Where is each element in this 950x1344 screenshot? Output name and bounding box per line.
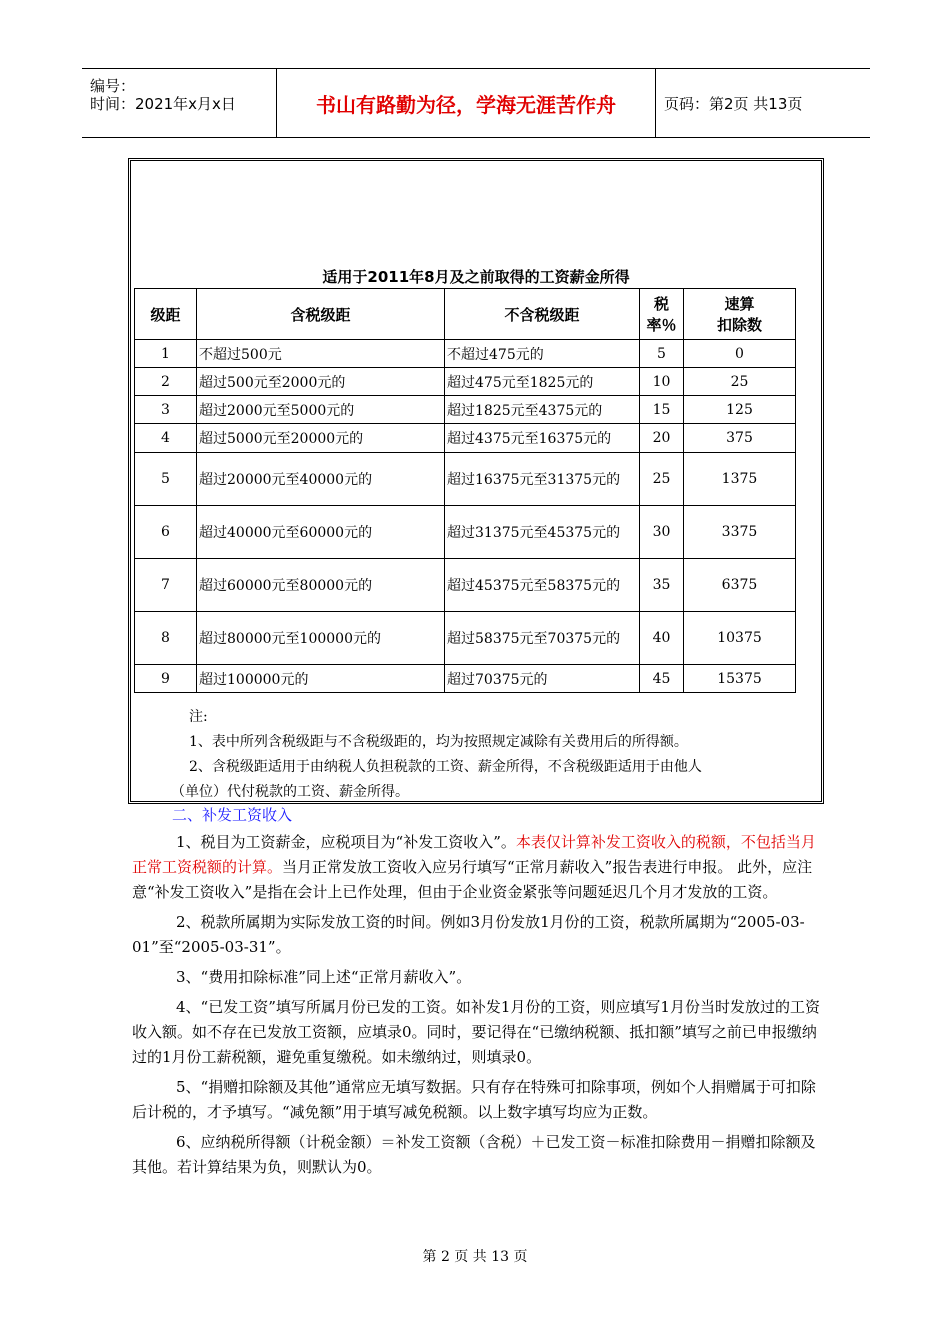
cell-rate: 15: [640, 396, 684, 424]
cell-rate: 35: [640, 559, 684, 612]
cell-rate: 30: [640, 506, 684, 559]
paragraph-1-b: 当月正常发放工资收入应另行填写“正常月薪收入”报告表进行申报。 此外，应注意“补发工资收入”是指在会计上已作处理，但由于企业资金紧张等问题延迟几个月才发放的工资。: [132, 858, 813, 901]
tax-rate-table: [134, 288, 796, 693]
cell-taxed: 超过5000元至20000元的: [197, 424, 445, 453]
paragraph-3: 3、“费用扣除标准”同上述“正常月薪收入”。: [176, 968, 472, 986]
table-row: [135, 340, 796, 368]
cell-taxed: 超过2000元至5000元的: [197, 396, 445, 424]
cell-rate: 40: [640, 612, 684, 665]
table-title: 适用于2011年8月及之前取得的工资薪金所得: [322, 268, 630, 286]
header-deduction-line2: 扣除数: [716, 316, 762, 334]
section-body: [132, 803, 822, 1185]
header-rate: 税率％: [640, 289, 684, 340]
cell-taxed: 超过40000元至60000元的: [197, 506, 445, 559]
paragraph-4: 4、“已发工资”填写所属月份已发的工资。如补发1月份的工资，则应填写1月份当时发放过的工资收入额。如不存在已发放工资额，应填录0。同时，要记得在“已缴纳税额、抵扣额”填写之前已申报缴纳过的1月份工薪税额，避免重复缴税。如未缴纳过，则填录0。: [132, 998, 820, 1066]
cell-level: 7: [135, 559, 197, 612]
tax-table-frame: [128, 158, 824, 804]
cell-level: 9: [135, 665, 197, 693]
page-footer: 第 2 页 共 13 页: [422, 1249, 528, 1265]
header-untaxed-range: 不含税级距: [445, 289, 640, 340]
cell-level: 5: [135, 453, 197, 506]
cell-deduction: 1375: [684, 453, 796, 506]
cell-untaxed: 超过16375元至31375元的: [445, 453, 640, 506]
header-taxed-range: 含税级距: [197, 289, 445, 340]
cell-taxed: 超过500元至2000元的: [197, 368, 445, 396]
cell-deduction: 10375: [684, 612, 796, 665]
cell-level: 8: [135, 612, 197, 665]
paragraph-1-a: 1、税目为工资薪金，应税项目为“补发工资收入”。: [176, 833, 516, 851]
table-row: [135, 506, 796, 559]
cell-untaxed: 超过58375元至70375元的: [445, 612, 640, 665]
cell-rate: 10: [640, 368, 684, 396]
cell-taxed: 超过20000元至40000元的: [197, 453, 445, 506]
table-row: [135, 424, 796, 453]
paragraph-1: [132, 830, 822, 905]
table-header-row: [135, 289, 796, 340]
cell-taxed: 超过60000元至80000元的: [197, 559, 445, 612]
cell-level: 4: [135, 424, 197, 453]
cell-level: 6: [135, 506, 197, 559]
header-meta: [82, 69, 277, 137]
table-row: [135, 396, 796, 424]
table-row: [135, 612, 796, 665]
header-deduction: [684, 289, 796, 340]
cell-deduction: 15375: [684, 665, 796, 693]
paragraph-2: 2、税款所属期为实际发放工资的时间。例如3月份发放1月份的工资，税款所属期为“2005-03-01”至“2005-03-31”。: [132, 913, 805, 956]
cell-untaxed: 不超过475元的: [445, 340, 640, 368]
cell-level: 3: [135, 396, 197, 424]
page-header: [82, 68, 870, 138]
cell-taxed: 超过80000元至100000元的: [197, 612, 445, 665]
cell-deduction: 25: [684, 368, 796, 396]
cell-deduction: 375: [684, 424, 796, 453]
paragraph-1-highlight: 本表仅计算补发工资收入的税额，不包括当月正常工资税额的计算。: [132, 833, 816, 876]
note-2-line2: （单位）代付税款的工资、薪金所得。: [171, 784, 409, 800]
cell-untaxed: 超过475元至1825元的: [445, 368, 640, 396]
cell-untaxed: 超过31375元至45375元的: [445, 506, 640, 559]
cell-rate: 45: [640, 665, 684, 693]
note-1: 1、表中所列含税级距与不含税级距的，均为按照规定减除有关费用后的所得额。: [189, 734, 688, 750]
note-2-line1: 2、含税级距适用于由纳税人负担税款的工资、薪金所得，不含税级距适用于由他人: [189, 759, 702, 775]
cell-deduction: 0: [684, 340, 796, 368]
cell-deduction: 6375: [684, 559, 796, 612]
header-deduction-line1: 速算: [724, 295, 755, 313]
section-heading: 二、补发工资收入: [172, 806, 293, 824]
table-notes: [131, 705, 821, 805]
header-level: 级距: [135, 289, 197, 340]
table-row: [135, 559, 796, 612]
table-row: [135, 665, 796, 693]
cell-rate: 5: [640, 340, 684, 368]
cell-rate: 20: [640, 424, 684, 453]
header-page-label: 页码：第2页 共13页: [664, 94, 803, 113]
cell-untaxed: 超过1825元至4375元的: [445, 396, 640, 424]
cell-untaxed: 超过45375元至58375元的: [445, 559, 640, 612]
header-motto: 书山有路勤为径，学海无涯苦作舟: [277, 69, 656, 137]
paragraph-5: 5、“捐赠扣除额及其他”通常应无填写数据。只有存在特殊可扣除事项，例如个人捐赠属于可扣除后计税的，才予填写。“减免额”用于填写减免税额。以上数字填写均应为正数。: [132, 1078, 816, 1121]
cell-level: 2: [135, 368, 197, 396]
cell-untaxed: 超过70375元的: [445, 665, 640, 693]
header-number-label: 编号：: [90, 77, 136, 95]
paragraph-6: 6、应纳税所得额（计税金额）＝补发工资额（含税）＋已发工资－标准扣除费用－捐赠扣除额及其他。若计算结果为负，则默认为0。: [132, 1133, 816, 1176]
cell-level: 1: [135, 340, 197, 368]
cell-deduction: 3375: [684, 506, 796, 559]
cell-rate: 25: [640, 453, 684, 506]
cell-taxed: 超过100000元的: [197, 665, 445, 693]
cell-deduction: 125: [684, 396, 796, 424]
notes-label: 注:: [189, 709, 208, 725]
cell-untaxed: 超过4375元至16375元的: [445, 424, 640, 453]
table-row: [135, 368, 796, 396]
cell-taxed: 不超过500元: [197, 340, 445, 368]
table-row: [135, 453, 796, 506]
header-time-label: 时间：2021年x月x日: [90, 95, 236, 113]
